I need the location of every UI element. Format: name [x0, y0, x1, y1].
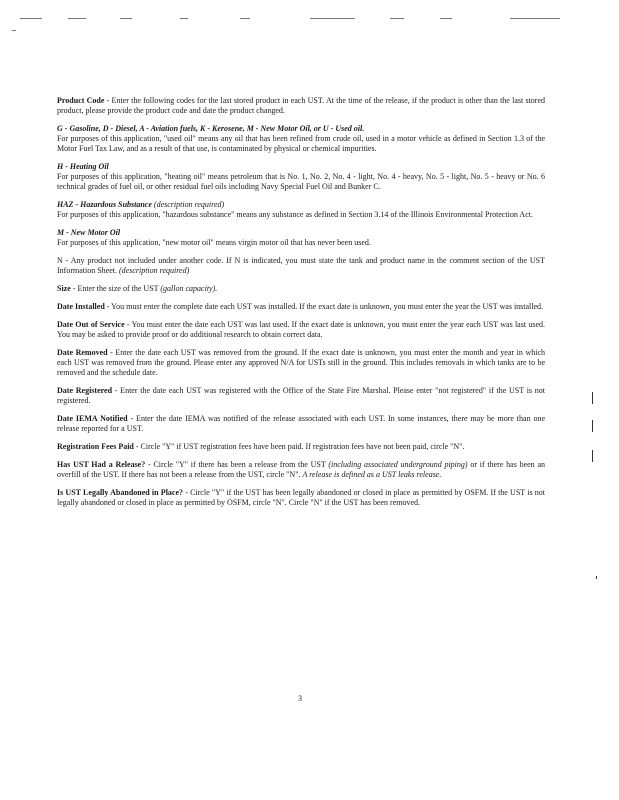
new-motor-oil-definition: For purposes of this application, "new motor oil" means virgin motor oil that has never been used. — [57, 238, 371, 247]
size-term: Size — [57, 284, 71, 293]
date-out-of-service-text: - You must enter the date each UST was last used. If the exact date is unknown, you must enter the year each UST was last used. You may be asked to provide proof or do additional research to obtain correct data. — [57, 320, 545, 339]
date-registered-paragraph — [57, 386, 545, 406]
used-oil-definition: For purposes of this application, "used oil" means any oil that has been refined from crude oil, used in a motor vehicle as defined in Section 1.3 of the Motor Fuel Tax Law, and as a result of that use, is contaminated by physical or chemical impurities. — [57, 134, 545, 153]
margin-mark — [592, 450, 593, 462]
size-text: - Enter the size of the UST — [70, 284, 159, 293]
document-body — [57, 96, 545, 516]
registration-fees-term: Registration Fees Paid — [57, 442, 134, 451]
hazardous-substance-note: (description required) — [153, 200, 225, 209]
date-registered-text: - Enter the date each UST was registered with the Office of the State Fire Marshal. Please enter "not registered" if the UST is not registered. — [57, 386, 545, 405]
product-code-text: - Enter the following codes for the last stored product in each UST. At the time of the release, if the product is other than the last stored product, please provide the product code and date the product changed. — [57, 96, 545, 115]
size-paragraph — [57, 284, 545, 294]
release-text: - Circle "Y" if there has been a release from the UST — [145, 460, 326, 469]
date-iema-notified-paragraph — [57, 414, 545, 434]
size-note: (gallon capacity). — [160, 284, 218, 293]
margin-mark — [592, 420, 593, 432]
other-product-paragraph — [57, 256, 545, 276]
hazardous-substance-heading: HAZ - Hazardous Substance — [57, 200, 152, 209]
hazardous-substance-definition: For purposes of this application, "hazardous substance" means any substance as defined in Section 3.14 of the Illinois Environmental Protection Act. — [57, 210, 533, 219]
heating-oil-definition: For purposes of this application, "heating oil" means petroleum that is No. 1, No. 2, No. 4 - light, No. 4 - heavy, No. 5 - light, No. 5 - heavy or No. 6 technical grades of fuel oil, or other residual fuel oils including Navy Special Fuel Oil and Bunker C. — [57, 172, 545, 191]
abandoned-paragraph — [57, 488, 545, 508]
release-paragraph — [57, 460, 545, 480]
release-note-piping: (including associated underground piping) — [328, 460, 468, 469]
abandoned-text: - Circle "Y" if the UST has been legally abandoned or closed in place as permitted by OSFM. If the UST is not legally abandoned or closed in place as permitted by OSFM, circle "N". Circle "N" if the UST has been removed. — [57, 488, 545, 507]
release-term: Has UST Had a Release? — [57, 460, 146, 469]
date-installed-term: Date Installed — [57, 302, 105, 311]
margin-mark — [592, 392, 593, 404]
date-out-of-service-term: Date Out of Service — [57, 320, 125, 329]
date-installed-text: - You must enter the complete date each UST was installed. If the exact date is unknown, you must enter the year the UST was installed. — [104, 302, 544, 311]
product-code-paragraph — [57, 96, 545, 116]
date-removed-paragraph — [57, 348, 545, 378]
scan-header-artifacts — [10, 12, 610, 42]
new-motor-oil-heading: M - New Motor Oil — [57, 228, 121, 237]
date-out-of-service-paragraph — [57, 320, 545, 340]
product-codes-paragraph — [57, 124, 545, 154]
other-product-text: N - Any product not included under another code. If N is indicated, you must state the tank and product name in the comment section of the UST Information Sheet. — [57, 256, 545, 275]
heating-oil-heading: H - Heating Oil — [57, 162, 109, 171]
registration-fees-paragraph — [57, 442, 545, 452]
new-motor-oil-paragraph — [57, 228, 545, 248]
heating-oil-paragraph — [57, 162, 545, 192]
release-definition-note: A release is defined as a UST leaks release. — [302, 470, 442, 479]
date-registered-term: Date Registered — [57, 386, 113, 395]
date-iema-notified-text: - Enter the date IEMA was notified of the release associated with each UST. In some instances, there may be more than one release reported for a UST. — [57, 414, 545, 433]
page-number: 3 — [298, 694, 302, 703]
date-installed-paragraph — [57, 302, 545, 312]
date-removed-text: - Enter the date each UST was removed from the ground. If the exact date is unknown, you must enter the month and year in which each UST was removed from the ground. Please enter any approved N/A for USTs still in the ground. This includes removals in which tanks are to be removed and the schedule date. — [57, 348, 545, 377]
release-text-continued: or if there has been an overfill of the UST. If there has not been a release from the UST, circle "N". — [57, 460, 545, 479]
margin-mark — [596, 576, 597, 579]
product-codes-heading: G - Gasoline, D - Diesel, A - Aviation fuels, K - Kerosene, M - New Motor Oil, or U - Used oil. — [57, 124, 365, 133]
date-iema-notified-term: Date IEMA Notified — [57, 414, 128, 423]
product-code-term: Product Code — [57, 96, 105, 105]
registration-fees-text: - Circle "Y" if UST registration fees have been paid. If registration fees have not been paid, circle "N". — [133, 442, 465, 451]
other-product-note: (description required) — [118, 266, 190, 275]
date-removed-term: Date Removed — [57, 348, 108, 357]
hazardous-substance-paragraph — [57, 200, 545, 220]
abandoned-term: Is UST Legally Abandoned in Place? — [57, 488, 184, 497]
